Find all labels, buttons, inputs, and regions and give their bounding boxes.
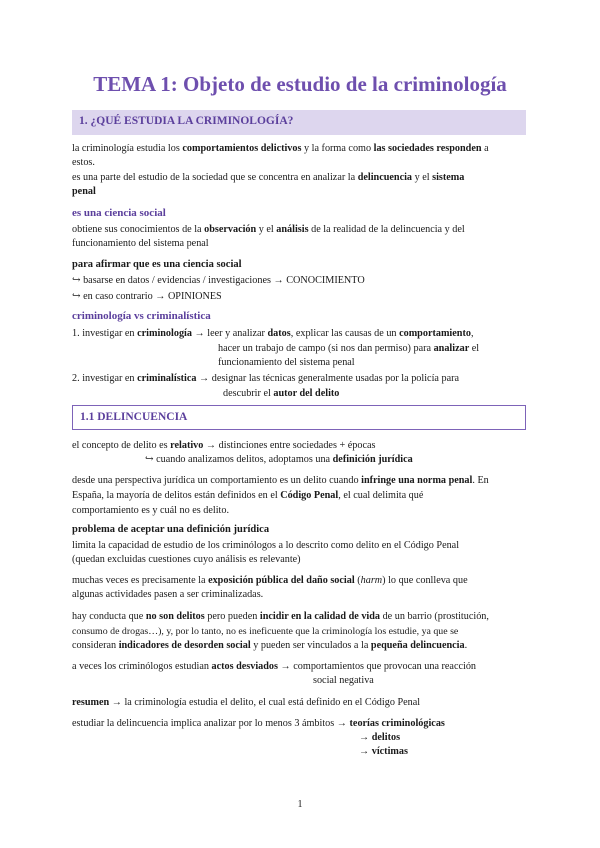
paragraph-line: [72, 474, 489, 487]
paragraph-line: [72, 717, 445, 730]
paragraph-line: [72, 639, 467, 652]
paragraph-line: [72, 223, 465, 236]
paragraph-line: [72, 660, 476, 673]
subheading-criminologia-vs-criminalistica: criminología vs criminalística: [72, 310, 211, 322]
text-bold: exposición pública del daño social: [208, 575, 355, 586]
text: es una parte del estudio de la sociedad que se concentra en analizar la: [72, 172, 358, 183]
paragraph-line: [72, 574, 468, 587]
paragraph-line: [145, 453, 413, 466]
text: 2. investigar en: [72, 373, 138, 384]
text: ) lo que conlleva que: [382, 575, 468, 586]
paragraph-line: [72, 171, 464, 184]
text-bold: no son delitos: [145, 611, 205, 622]
text: de un barrio (prostitución,: [380, 611, 489, 622]
list-item: [359, 745, 408, 758]
paragraph-line: (quedan excluidas cuestiones cuyo análisis es relevante): [72, 554, 301, 565]
text: pero pueden: [204, 611, 260, 622]
text: (: [354, 575, 361, 586]
bold-heading-afirmar: para afirmar que es una ciencia social: [72, 259, 242, 270]
list-item-continuation: [218, 342, 479, 355]
paragraph-line: [72, 439, 375, 452]
text-bold: comportamiento: [399, 328, 471, 339]
text-bold: teorías criminológicas: [349, 718, 445, 729]
text-bold: pequeña delincuencia: [370, 640, 465, 651]
text: el concepto de delito es: [72, 440, 171, 451]
text-bold: Código Penal: [280, 490, 339, 501]
paragraph-line: consumo de drogas…), y, por lo tanto, no es ineficuente que la criminología los estudie, ya que se: [72, 626, 459, 637]
list-item: [72, 327, 474, 340]
text: ,: [470, 328, 474, 339]
paragraph-line: comportamiento es y cuál no es delito.: [72, 505, 230, 516]
text: →: [196, 373, 212, 384]
text: →: [359, 732, 372, 743]
text-bold: infringe una norma penal: [361, 475, 473, 486]
text: designar las técnicas generalmente usadas por la policía para: [211, 373, 460, 384]
text: estudiar la delincuencia implica analizar por lo menos 3 ámbitos →: [72, 718, 350, 729]
text-bold: analizar: [433, 343, 470, 354]
text-bold: definición jurídica: [332, 454, 413, 465]
text: el: [469, 343, 480, 354]
text: ↪ cuando analizamos delitos, adoptamos una: [145, 454, 333, 465]
list-item: [72, 372, 459, 385]
text-bold: indicadores de desorden social: [118, 640, 251, 651]
text: la criminología estudia los: [72, 143, 183, 154]
paragraph-line: [72, 142, 489, 155]
text: y el: [256, 224, 277, 235]
section-heading-que-estudia: 1. ¿QUÉ ESTUDIA LA CRIMINOLOGÍA?: [72, 110, 526, 135]
page-number: 1: [297, 799, 303, 810]
text: , el cual delimita qué: [338, 490, 424, 501]
text: hay conducta que: [72, 611, 146, 622]
text: España, la mayoría de delitos están definidos en el: [72, 490, 281, 501]
text: a: [481, 143, 489, 154]
text-bold: datos: [267, 328, 291, 339]
paragraph-line: [72, 610, 489, 623]
list-item-continuation: funcionamiento del sistema penal: [218, 357, 355, 368]
text-bold: criminalística: [137, 373, 197, 384]
paragraph-line: [72, 185, 96, 198]
text: hacer un trabajo de campo (si nos dan permiso) para: [218, 343, 434, 354]
text: y el: [412, 172, 433, 183]
bold-heading-problema: problema de aceptar una definición jurídica: [72, 524, 270, 535]
text: →: [359, 746, 372, 757]
paragraph-line: estos.: [72, 157, 95, 168]
text: de la realidad de la delincuencia y del: [308, 224, 465, 235]
list-item: ↪ en caso contrario → OPINIONES: [72, 291, 222, 302]
paragraph-line: funcionamiento del sistema penal: [72, 238, 209, 249]
text-bold: las sociedades responden: [373, 143, 482, 154]
text: , explicar las causas de un: [290, 328, 400, 339]
text: → la criminología estudia el delito, el cual está definido en el Código Penal: [109, 697, 421, 708]
text: y pueden ser vinculados a la: [250, 640, 371, 651]
list-item: [359, 731, 400, 744]
text-bold: incidir en la calidad de vida: [259, 611, 381, 622]
text: y la forma como: [301, 143, 374, 154]
text-bold: delitos: [371, 732, 401, 743]
text: .: [464, 640, 468, 651]
text: obtiene sus conocimientos de la: [72, 224, 205, 235]
text-bold: relativo: [170, 440, 204, 451]
text: a veces los criminólogos estudian: [72, 661, 212, 672]
text: muchas veces es precisamente la: [72, 575, 209, 586]
text: leer y analizar: [207, 328, 268, 339]
text: . En: [472, 475, 489, 486]
section-heading-delincuencia: 1.1 DELINCUENCIA: [72, 405, 526, 430]
text: desde una perspectiva jurídica un comportamiento es un delito cuando: [72, 475, 362, 486]
list-item: ↪ basarse en datos / evidencias / investigaciones → CONOCIMIENTO: [72, 275, 365, 286]
text-bold: comportamientos delictivos: [182, 143, 302, 154]
text-bold: observación: [204, 224, 257, 235]
text: → comportamientos que provocan una reacción: [278, 661, 477, 672]
text: →: [191, 328, 208, 339]
paragraph-line: algunas actividades pasen a ser criminalizadas.: [72, 589, 264, 600]
text-italic: harm: [360, 575, 383, 586]
paragraph-line: social negativa: [313, 675, 374, 686]
text-bold: penal: [72, 186, 96, 197]
paragraph-line: [72, 489, 423, 502]
text: → distinciones entre sociedades + épocas: [203, 440, 376, 451]
text-bold: resumen: [72, 697, 110, 708]
paragraph-line: limita la capacidad de estudio de los criminólogos a lo descrito como delito en el Código Penal: [72, 540, 460, 551]
text-bold: criminología: [137, 328, 192, 339]
text-bold: actos desviados: [211, 661, 278, 672]
text: 1. investigar en: [72, 328, 138, 339]
page-title: TEMA 1: Objeto de estudio de la criminología: [93, 72, 507, 96]
list-item-continuation: [223, 387, 339, 400]
text: descubrir el: [223, 388, 274, 399]
text-bold: análisis: [276, 224, 309, 235]
text-bold: autor del delito: [273, 388, 340, 399]
paragraph-line: [72, 696, 420, 709]
text-bold: víctimas: [371, 746, 408, 757]
subheading-ciencia-social: es una ciencia social: [72, 207, 166, 219]
text: consideran: [72, 640, 119, 651]
text-bold: sistema: [432, 172, 465, 183]
text-bold: delincuencia: [357, 172, 413, 183]
